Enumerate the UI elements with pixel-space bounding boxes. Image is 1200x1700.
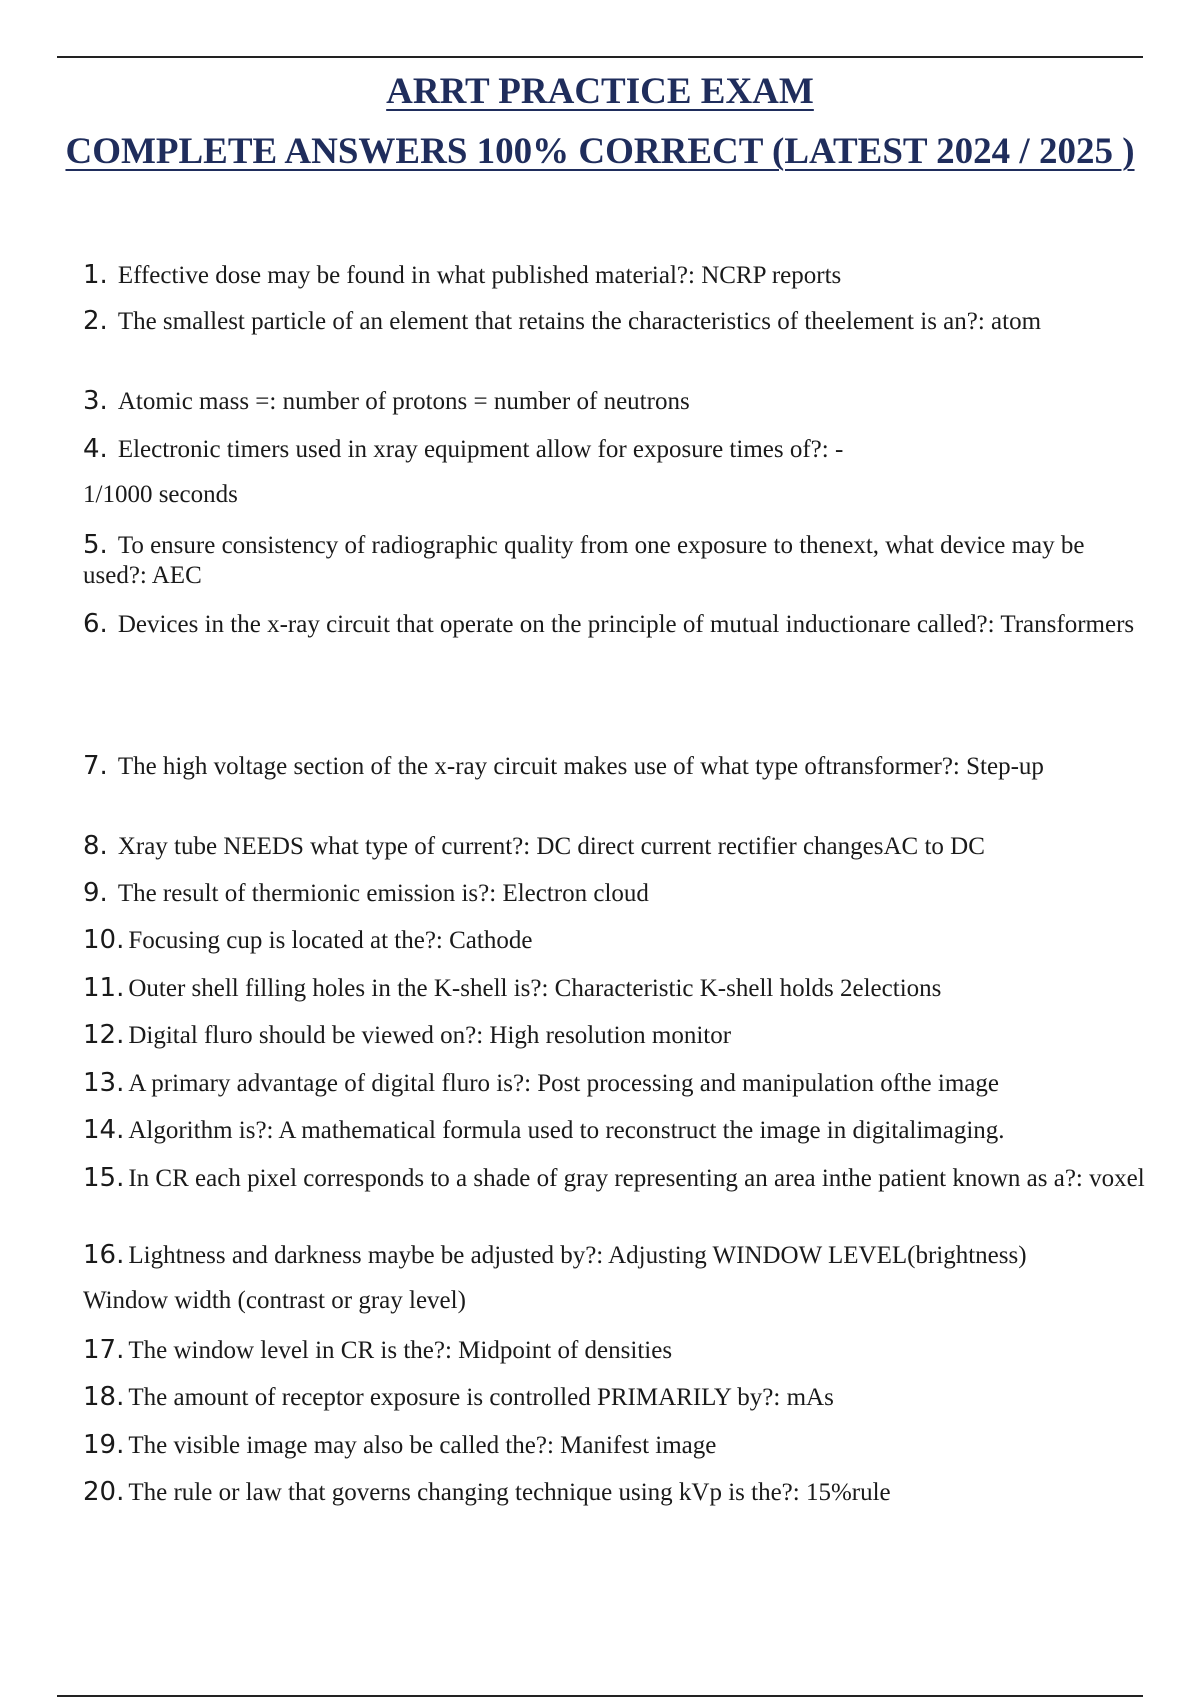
question-16: 16. Lightness and darkness maybe be adjusted by?: Adjusting WINDOW LEVEL(brightness) Window width (contrast or gray level): [83, 1240, 1027, 1314]
question-4-continuation: 1/1000 seconds: [83, 481, 238, 508]
question-14: 14. Algorithm is?: A mathematical formula used to reconstruct the image in digitalimaging.: [83, 1115, 1005, 1145]
question-5: 5. To ensure consistency of radiographic quality from one exposure to thenext, what device may be used?: AEC: [83, 530, 1085, 589]
question-15: 15. In CR each pixel corresponds to a shade of gray representing an area inthe patient known as a?: voxel: [83, 1163, 1145, 1193]
question-13: 13. A primary advantage of digital fluro is?: Post processing and manipulation ofthe image: [83, 1068, 999, 1098]
question-20: 20. The rule or law that governs changing technique using kVp is the?: 15%rule: [83, 1477, 891, 1507]
question-16-continuation: Window width (contrast or gray level): [83, 1287, 466, 1314]
question-9: 9. The result of thermionic emission is?: Electron cloud: [83, 878, 649, 908]
question-8: 8. Xray tube NEEDS what type of current?: DC direct current rectifier changesAC to DC: [83, 831, 985, 861]
top-rule: [57, 56, 1143, 58]
question-4: 4. Electronic timers used in xray equipment allow for exposure times of?: - 1/1000 seconds: [83, 434, 844, 508]
question-10: 10. Focusing cup is located at the?: Cathode: [83, 925, 533, 955]
question-11: 11. Outer shell filling holes in the K-shell is?: Characteristic K-shell holds 2elections: [83, 973, 942, 1003]
bottom-rule: [57, 1695, 1143, 1697]
question-19: 19. The visible image may also be called the?: Manifest image: [83, 1430, 717, 1460]
question-1: 1. Effective dose may be found in what published material?: NCRP reports: [83, 260, 842, 290]
question-7: 7. The high voltage section of the x-ray circuit makes use of what type oftransformer?: Step-up: [83, 751, 1044, 781]
question-6: 6. Devices in the x-ray circuit that operate on the principle of mutual inductionare called?: Transformers: [83, 609, 1135, 639]
exam-title: ARRT PRACTICE EXAM: [386, 71, 814, 112]
exam-subtitle: COMPLETE ANSWERS 100% CORRECT (LATEST 2024 / 2025 ): [65, 131, 1135, 172]
question-18: 18. The amount of receptor exposure is controlled PRIMARILY by?: mAs: [83, 1382, 834, 1412]
question-12: 12. Digital fluro should be viewed on?: High resolution monitor: [83, 1020, 732, 1050]
question-2: 2. The smallest particle of an element that retains the characteristics of theelement is an?: atom: [83, 306, 1042, 336]
question-17: 17. The window level in CR is the?: Midpoint of densities: [83, 1335, 673, 1365]
question-3: 3. Atomic mass =: number of protons = number of neutrons: [83, 386, 690, 416]
